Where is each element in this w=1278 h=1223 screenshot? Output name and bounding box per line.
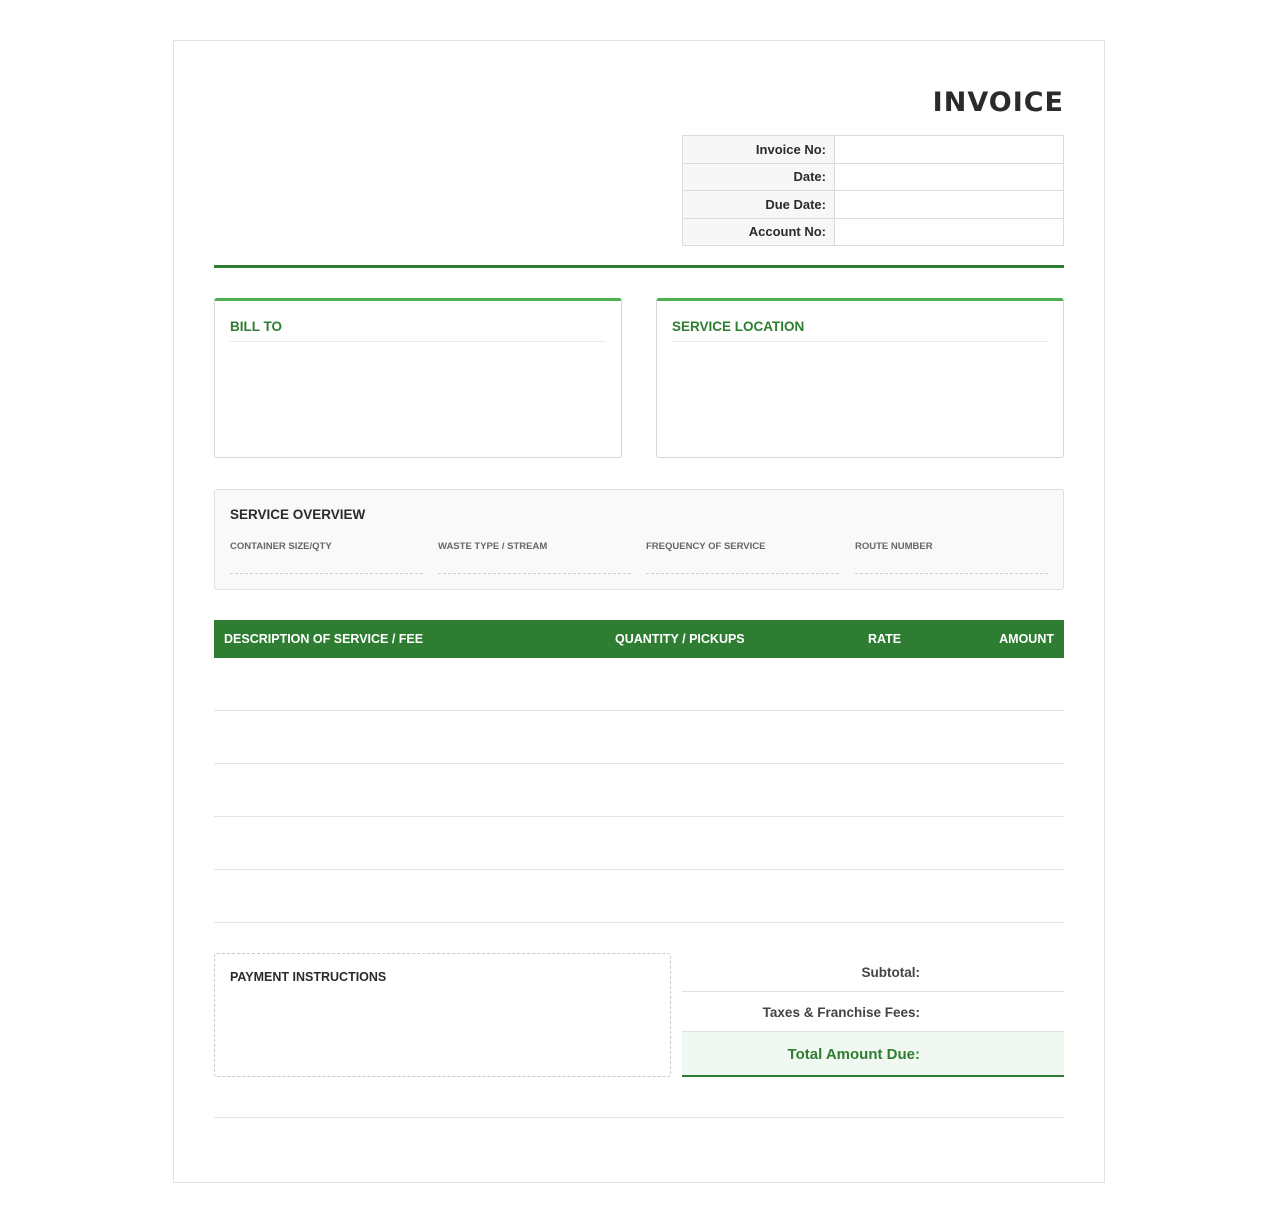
payment-instructions-box[interactable] bbox=[214, 953, 671, 1077]
invoice-page bbox=[173, 40, 1105, 1183]
frequency-field[interactable] bbox=[646, 536, 839, 574]
header-divider bbox=[214, 265, 1064, 268]
due-date-field[interactable] bbox=[835, 191, 1064, 219]
subtotal-label: Subtotal: bbox=[861, 965, 920, 980]
meta-label: Invoice No: bbox=[683, 136, 835, 164]
header-quantity: QUANTITY / PICKUPS bbox=[615, 632, 745, 646]
taxes-label: Taxes & Franchise Fees: bbox=[762, 1005, 920, 1020]
field-label: CONTAINER SIZE/QTY bbox=[230, 541, 332, 552]
field-label: ROUTE NUMBER bbox=[855, 541, 933, 552]
field-label: FREQUENCY OF SERVICE bbox=[646, 541, 766, 552]
table-row[interactable] bbox=[214, 764, 1064, 817]
table-row[interactable] bbox=[214, 870, 1064, 923]
meta-row-invoice-no bbox=[683, 136, 1064, 164]
total-due-row bbox=[682, 1032, 1064, 1077]
meta-row-account-no bbox=[683, 218, 1064, 246]
service-location-box[interactable] bbox=[656, 298, 1064, 458]
meta-row-date bbox=[683, 163, 1064, 191]
service-location-title: SERVICE LOCATION bbox=[672, 319, 1048, 342]
meta-label: Due Date: bbox=[683, 191, 835, 219]
payment-instructions-title: PAYMENT INSTRUCTIONS bbox=[230, 970, 387, 984]
footer-divider bbox=[214, 1117, 1064, 1118]
field-label: WASTE TYPE / STREAM bbox=[438, 541, 548, 552]
account-no-field[interactable] bbox=[835, 218, 1064, 246]
total-due-label: Total Amount Due: bbox=[787, 1046, 920, 1063]
bill-to-title: BILL TO bbox=[230, 319, 606, 342]
items-table-header bbox=[214, 620, 1064, 658]
meta-row-due-date bbox=[683, 191, 1064, 219]
taxes-row bbox=[682, 992, 1064, 1032]
header-description: DESCRIPTION OF SERVICE / FEE bbox=[224, 632, 424, 646]
subtotal-row bbox=[682, 952, 1064, 992]
meta-label: Account No: bbox=[683, 218, 835, 246]
service-overview-title: SERVICE OVERVIEW bbox=[230, 507, 366, 522]
route-number-field[interactable] bbox=[855, 536, 1048, 574]
container-size-field[interactable] bbox=[230, 536, 423, 574]
table-row[interactable] bbox=[214, 711, 1064, 764]
date-field[interactable] bbox=[835, 163, 1064, 191]
bill-to-box[interactable] bbox=[214, 298, 622, 458]
invoice-no-field[interactable] bbox=[835, 136, 1064, 164]
invoice-meta-table bbox=[682, 135, 1064, 246]
service-overview-panel bbox=[214, 489, 1064, 590]
invoice-title: INVOICE bbox=[932, 87, 1064, 118]
meta-label: Date: bbox=[683, 163, 835, 191]
header-amount: AMOUNT bbox=[999, 632, 1054, 646]
table-row[interactable] bbox=[214, 658, 1064, 711]
header-rate: RATE bbox=[868, 632, 902, 646]
waste-type-field[interactable] bbox=[438, 536, 631, 574]
table-row[interactable] bbox=[214, 817, 1064, 870]
